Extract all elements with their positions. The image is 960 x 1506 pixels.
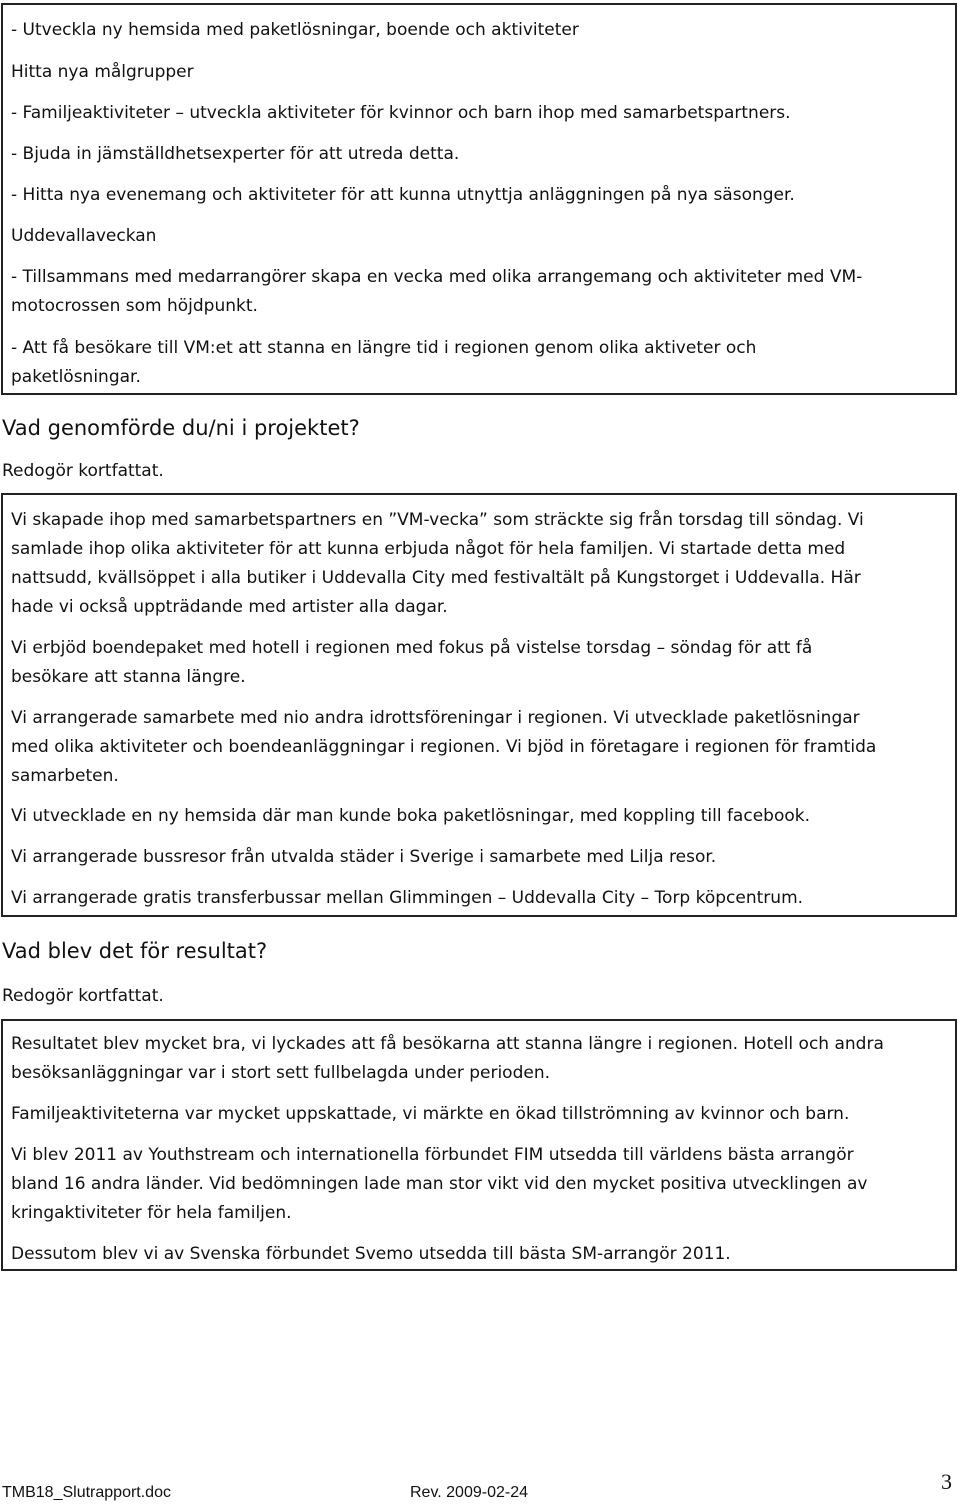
footer-revision: Rev. 2009-02-24 xyxy=(410,1484,528,1501)
question-instruction: Redogör kortfattat. xyxy=(2,461,164,481)
question-instruction: Redogör kortfattat. xyxy=(2,986,164,1006)
answer-line: kringaktiviteter för hela familjen. xyxy=(11,1203,292,1223)
answer-line: med olika aktiviteter och boendeanläggningar i regionen. Vi bjöd in företagare i regionen för framtida xyxy=(11,737,877,757)
answer-box-implementation xyxy=(1,493,957,917)
answer-line: Vi erbjöd boendepaket med hotell i regionen med fokus på vistelse torsdag – söndag för att få xyxy=(11,638,813,658)
goals-box xyxy=(1,3,957,395)
footer-filename: TMB18_Slutrapport.doc xyxy=(2,1484,171,1501)
answer-line: Vi arrangerade gratis transferbussar mellan Glimmingen – Uddevalla City – Torp köpcentrum. xyxy=(11,888,804,908)
subheading-new-target-groups: Hitta nya målgrupper xyxy=(11,62,194,82)
goal-line: paketlösningar. xyxy=(11,367,141,387)
answer-line: samarbeten. xyxy=(11,766,119,786)
goal-line: - Familjeaktiviteter – utveckla aktiviteter för kvinnor och barn ihop med samarbetspartners. xyxy=(11,103,791,123)
answer-line: Vi arrangerade bussresor från utvalda städer i Sverige i samarbete med Lilja resor. xyxy=(11,847,717,867)
answer-line: besökare att stanna längre. xyxy=(11,667,246,687)
goal-line: - Bjuda in jämställdhetsexperter för att utreda detta. xyxy=(11,144,460,164)
answer-line: hade vi också uppträdande med artister alla dagar. xyxy=(11,597,448,617)
question-heading: Vad blev det för resultat? xyxy=(2,939,268,963)
answer-line: Vi arrangerade samarbete med nio andra idrottsföreningar i regionen. Vi utvecklade paketlösningar xyxy=(11,708,860,728)
answer-line: samlade ihop olika aktiviteter för att kunna erbjuda något för hela familjen. Vi startade detta med xyxy=(11,539,846,559)
page-number: 3 xyxy=(941,1469,952,1494)
goal-line: - Hitta nya evenemang och aktiviteter för att kunna utnyttja anläggningen på nya säsonger. xyxy=(11,185,795,205)
answer-line: Vi blev 2011 av Youthstream och internationella förbundet FIM utsedda till världens bästa arrangör xyxy=(11,1145,854,1165)
answer-line: Vi skapade ihop med samarbetspartners en ”VM-vecka” som sträckte sig från torsdag till söndag. Vi xyxy=(11,510,864,530)
answer-line: Dessutom blev vi av Svenska förbundet Svemo utsedda till bästa SM-arrangör 2011. xyxy=(11,1244,731,1264)
goal-line: motocrossen som höjdpunkt. xyxy=(11,296,258,316)
answer-line: Vi utvecklade en ny hemsida där man kunde boka paketlösningar, med koppling till facebook. xyxy=(11,806,810,826)
subheading-uddevallaveckan: Uddevallaveckan xyxy=(11,226,157,246)
answer-line: nattsudd, kvällsöppet i alla butiker i Uddevalla City med festivaltält på Kungstorget i Uddevalla. Här xyxy=(11,568,861,588)
answer-line: bland 16 andra länder. Vid bedömningen lade man stor vikt vid den mycket positiva utvecklingen av xyxy=(11,1174,868,1194)
answer-line: Resultatet blev mycket bra, vi lyckades att få besökarna att stanna längre i regionen. Hotell och andra xyxy=(11,1034,884,1054)
answer-line: besöksanläggningar var i stort sett fullbelagda under perioden. xyxy=(11,1063,551,1083)
question-heading: Vad genomförde du/ni i projektet? xyxy=(2,416,360,440)
goal-line: - Tillsammans med medarrangörer skapa en vecka med olika arrangemang och aktiviteter med VM- xyxy=(11,267,863,287)
goal-line: - Utveckla ny hemsida med paketlösningar, boende och aktiviteter xyxy=(11,20,579,40)
answer-line: Familjeaktiviteterna var mycket uppskattade, vi märkte en ökad tillströmning av kvinnor och barn. xyxy=(11,1104,850,1124)
answer-box-results xyxy=(1,1019,957,1271)
goal-line: - Att få besökare till VM:et att stanna en längre tid i regionen genom olika aktiveter och xyxy=(11,338,757,358)
